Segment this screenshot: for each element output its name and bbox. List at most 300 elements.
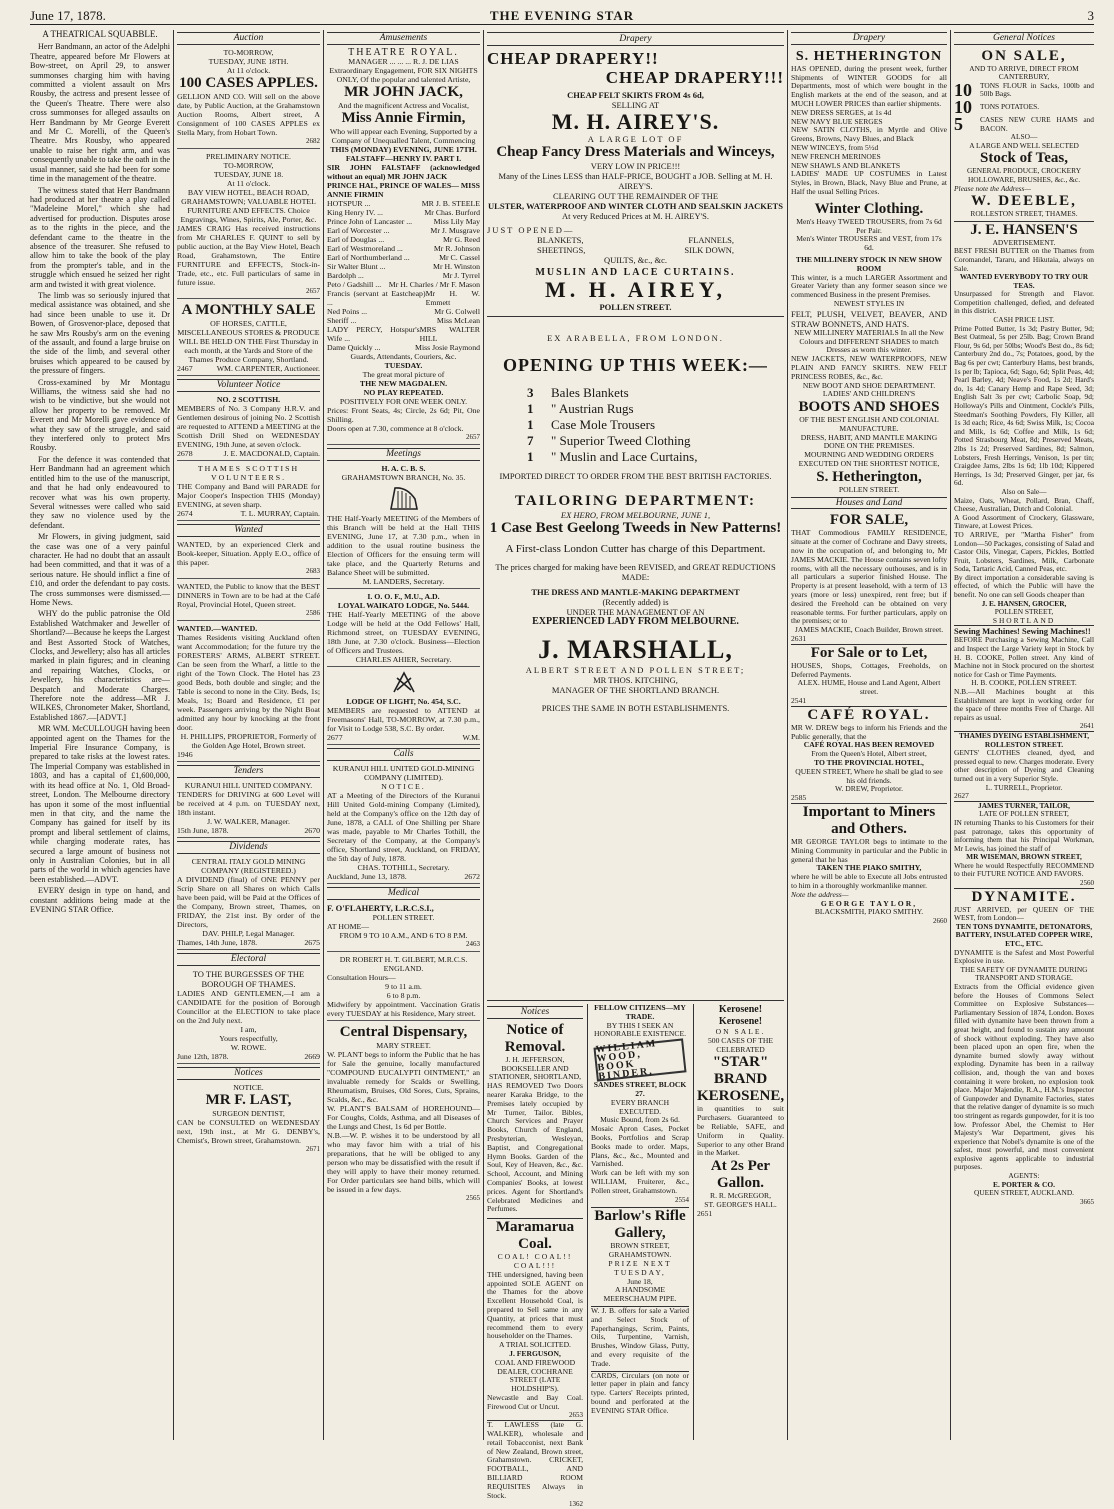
- ad-headline: ON SALE,: [981, 47, 1067, 64]
- ad-headline: Cheap Fancy Dress Materials and Winceys,: [496, 144, 775, 160]
- ad-line: PRINCE HAL, PRINCE OF WALES— MISS ANNIE FIRMIN: [327, 181, 480, 199]
- dentist-notice: [177, 1083, 320, 1154]
- ad-body: THE Half-Yearly MEETING of the Members of this Branch will be held at the Hall THIS EVENING, June 17, at 7.30 p.m., when in addition to the usual routine business the Election of Officers for the ensuing term will take place, and the Quarterly Returns and Balance Sheet will be submitted.: [327, 514, 480, 577]
- article-paragraph: Mr Flowers, in giving judgment, said the case was one of a very painful character. He had no doubt that an assault had been committed, and that it was of a serious nature. He should inflict a fine of £10, and order the defendant to pay costs. The cross summonses were dismissed.—Home News.: [30, 532, 170, 607]
- cast-row: [327, 289, 480, 307]
- ad-headline: "STAR" BRAND KEROSENE,: [697, 1054, 785, 1105]
- ad-body: BEFORE Purchasing a Sewing Machine, Call and Inspect the Large Variety kept in Stock by H. B. COOKE, Pollen street. Any kind of Machine not in Stock procured on the shortest notice for Cash or Time Payments.: [954, 635, 1094, 679]
- medical-ad: [327, 903, 480, 952]
- ad-headline: Kerosene! Kerosene!: [718, 1004, 763, 1027]
- ad-line: From the Queen's Hotel, Albert street,: [811, 749, 927, 759]
- ad-headline: Barlow's Rifle Gallery,: [591, 1207, 689, 1242]
- cast-actor: Mr R. Johnson: [433, 244, 480, 253]
- section-heading-tenders: Tenders: [177, 765, 320, 778]
- ad-line: NOTICE.: [233, 1083, 264, 1092]
- ad-line: Please note the Address—: [954, 183, 1031, 193]
- column-2: [177, 30, 320, 1440]
- ad-body: IN returning Thanks to his Customers for their past patronage, takes this opportunity of informing them that his Principal Workman, Mr Lewis, has joined the staff of: [954, 817, 1094, 853]
- ad-body: THE undersigned, having been appointed SOLE AGENT on the Thames for the above Excellent Household Coal, is prepared to Sell same in any Quantity, at prices that must recommend them to every householder on the Thames.: [487, 1269, 583, 1341]
- column-4: [487, 30, 784, 1000]
- ad-body: Unsurpassed for Strength and Flavor. Competition challenged, defied, and defeated in this district.: [954, 289, 1094, 316]
- ad-line: TUESDAY, JUNE 18.: [213, 170, 284, 179]
- ad-line: GENERAL PRODUCE, CROCKERY HOLLOWARE, BRUSHES, &c., &c.: [966, 166, 1082, 184]
- meeting-ad: [327, 670, 480, 745]
- ad-headline: NO. 2 SCOTTISH.: [216, 395, 281, 404]
- auction-hotel: [177, 152, 320, 299]
- ad-body: Work can be left with my son WILLIAM, Fruiterer, &c., Pollen street, Grahamstown.: [591, 1168, 689, 1195]
- ad-headline: LODGE OF LIGHT, No. 454, S.C.: [346, 697, 461, 706]
- ad-number: 2660: [933, 917, 947, 926]
- ad-number: 2657: [466, 433, 480, 441]
- cast-actor: MRS WALTER HILL: [419, 325, 480, 343]
- ad-headline: 100 CASES APPLES.: [179, 75, 318, 91]
- ad-number: 2463: [466, 940, 480, 948]
- compass-square-icon: [389, 670, 419, 694]
- meeting-ad: [327, 464, 480, 589]
- ad-line: NO PLAY REPEATED.: [363, 388, 444, 397]
- ad-headline: E. PORTER & CO.: [993, 1179, 1055, 1189]
- ad-body: A Good Assortment of Crockery, Glassware, Tinware, at Lowest Prices.: [954, 512, 1094, 531]
- ad-headline: DR ROBERT H. T. GILBERT, M.R.C.S. ENGLAND.: [339, 955, 468, 973]
- ad-body: where he will be able to Execute all Jobs entrusted to him in a thoroughly workmanlike manner.: [791, 872, 947, 890]
- opening-item: [487, 401, 784, 417]
- ad-headline: Central Dispensary,: [339, 1024, 468, 1040]
- article-paragraph: The limb was so seriously injured that medical assistance was obtained, and she had since been unable to use it. Dr Bowen, of Grosvenor-place, deposed that he saw Mrs Rousby's arm on the evening of the assault, and found a large bruise on the side of the limb, and several other bruises which appeared to be caused by the pressure of fingers.: [30, 290, 170, 376]
- column-divider: [323, 30, 324, 1440]
- cast-row: [327, 307, 480, 316]
- ad-headline: Notice of Removal.: [504, 1021, 566, 1055]
- ad-headline: BOOTS AND SHOES: [798, 399, 940, 416]
- ad-headline: THAMES DYEING ESTABLISHMENT, ROLLESTON STREET.: [954, 731, 1094, 749]
- ad-line: BY THIS I SEEK AN HONORABLE EXISTENCE.: [594, 1020, 686, 1039]
- item-quantity: 7: [527, 433, 534, 448]
- ad-line: NEWEST STYLES IN: [833, 298, 905, 308]
- ad-headline: JAMES TURNER, TAILOR,: [954, 801, 1094, 811]
- article-paragraph: For the defence it was contended that Herr Bandmann had an agreement which entitled him to the use of the manuscript, and that he had only endeavoured to recover what was his own property. Several witnesses were called who said they saw no violence used by the defendant.: [30, 454, 170, 530]
- cast-role: Earl of Douglas ...: [327, 235, 385, 244]
- ad-headline: OPENING UP THIS WEEK:—: [503, 355, 768, 375]
- ad-line: ALBERT STREET AND POLLEN STREET;: [525, 665, 746, 675]
- ad-signature: W.M.: [462, 733, 480, 742]
- ad-line: LATE OF POLLEN STREET,: [979, 809, 1069, 819]
- ad-line: FROM 9 TO 10 A.M., AND 6 TO 8 P.M.: [339, 931, 468, 940]
- cast-role: Bardolph ...: [327, 271, 364, 280]
- ad-body: LADIES AND GENTLEMEN,—I am a CANDIDATE for the position of Borough Councillor at the ELECTION to take place on the 2nd July next.: [177, 989, 320, 1025]
- ad-line: MOURNING AND WEDDING ORDERS EXECUTED ON THE SHORTEST NOTICE,: [798, 450, 940, 469]
- ad-date: Auckland, June 13, 1878.: [327, 872, 407, 881]
- cast-actor: Mr G. Reed: [442, 235, 480, 244]
- ad-line: MARY STREET.: [376, 1041, 431, 1050]
- ad-headline: WANTED.—WANTED.: [177, 624, 258, 633]
- sale-item: [954, 96, 1094, 117]
- ad-signature: W. DREW, Proprietor.: [835, 784, 903, 794]
- ad-headline: H. A. C. B. S.: [381, 464, 426, 473]
- ad-line: Extraordinary Engagement, FOR SIX NIGHTS ONLY, Of the popular and talented Artiste,: [329, 66, 478, 84]
- cast-role: Sheriff ...: [327, 316, 357, 325]
- ad-body: GENTS' CLOTHES cleaned, dyed, and pressed equal to new. Charges moderate. Every other description of Dyeing and Cleaning turned out in a very Superior Style.: [954, 748, 1094, 783]
- ad-headline: THAMES SCOTTISH VOLUNTEERS.: [197, 464, 300, 482]
- column-divider: [787, 30, 788, 1440]
- goods-item: SHEETINGS,: [537, 245, 586, 255]
- cast-row: [327, 217, 480, 226]
- ad-line: Prices: Front Seats, 4s; Circle, 2s 6d; Pit, One Shilling.: [327, 406, 480, 424]
- ad-line: A First-class London Cutter has charge of this Department.: [505, 543, 766, 555]
- ad-line: Also on Sale—: [1001, 486, 1047, 496]
- cast-actor: Mr J. Tyrrel: [442, 271, 480, 280]
- opening-list: [487, 385, 784, 465]
- ad-line: A LARGE AND WELL SELECTED: [969, 140, 1079, 150]
- cast-row: [327, 316, 480, 325]
- ad-body: CARDS, Circulars (on note or letter paper in plain and fancy type. Carters' Receipts printed, bound and perforated at the EVENING STAR Office.: [591, 1370, 689, 1415]
- ad-line: EX HERO, FROM MELBOURNE, JUNE 1,: [560, 510, 711, 520]
- type-advert: EVERY design in type on hand, and constant additions being made at the EVENING STAR Office.: [30, 886, 170, 914]
- ad-line: BLACKSMITH, PIAKO SMITHY.: [814, 907, 924, 917]
- dividend-ad: [177, 857, 320, 950]
- ad-body: HAS OPENED, during the present week, further Shipments of WINTER GOODS for all Departments, most of which were bought in the English markets at the end of the season, and at MUCH LOWER PRICES than earlier shipments.: [791, 63, 947, 108]
- ad-body: T. LAWLESS (late G. WALKER), wholesale and retail Tobacconist, next Bank of New Zealand, Brown street, Grahamstown. CRICKET, FOOTBALL, AND BILLIARD ROOM REQUISITES Always in Stock.: [487, 1420, 583, 1500]
- ad-headline: CAFÉ ROYAL.: [791, 706, 947, 724]
- ad-number: 2669: [304, 1052, 320, 1061]
- wanted-ad: [177, 540, 320, 579]
- ad-body: By direct importation a considerable saving is effected, of which the Public will have the benefit. No one can sell Goods cheaper than: [954, 572, 1094, 600]
- section-heading-wanted: Wanted: [177, 524, 320, 537]
- section-rule: [487, 1000, 784, 1001]
- ad-headline: GEORGE TAYLOR,: [820, 898, 918, 908]
- ad-signature: H. PHILLIPS, PROPRIETOR, Formerly of the Golden Age Hotel, Brown street.: [180, 732, 317, 750]
- ad-body: JUST ARRIVED, per QUEEN OF THE WEST, from London—: [954, 904, 1094, 923]
- ad-line: AGENTS:: [1008, 1171, 1040, 1181]
- ad-number: 2671: [306, 1145, 320, 1153]
- ad-number: 3665: [1080, 1197, 1094, 1206]
- section-heading-calls: Calls: [327, 748, 480, 761]
- goods-item: SILK DOWN,: [684, 245, 734, 255]
- ad-signature: T. L. MURRAY, Captain.: [240, 509, 320, 518]
- ad-body: Maize, Oats, Wheat, Pollard, Bran, Chaff, Cheese, Australian, Dutch and Colonial.: [954, 495, 1094, 514]
- ad-line: SURGEON DENTIST,: [212, 1109, 285, 1118]
- ad-headline: THEATRE ROYAL.: [348, 47, 459, 58]
- cast-role: Peto / Gadshill ...: [327, 280, 382, 289]
- ad-body: W. PLANT begs to inform the Public that he has for Sale the genuine, locally manufactured "COMPOUND EUCALYPTI OINTMENT," an invaluable remedy for Scalds or Swelling, Rheumatism, Bruises, Old Sores, Cuts, Sprains, Scalds, &c., &c.: [327, 1050, 480, 1104]
- ad-line: FALSTAFF—HENRY IV. PART I.: [345, 154, 462, 163]
- harp-icon: [387, 485, 421, 511]
- sale-quantity: 5: [954, 114, 963, 135]
- ad-headline: CENTRAL ITALY GOLD MINING COMPANY (REGISTERED.): [191, 857, 306, 875]
- ad-line: J. H. JEFFERSON,: [505, 1054, 565, 1064]
- ad-number: 2467: [177, 364, 193, 373]
- cast-actor: MR J. B. STEELE: [421, 199, 480, 208]
- ad-date: 15th June, 1878.: [177, 826, 229, 835]
- ad-number: 2631: [791, 634, 807, 644]
- section-heading-drapery: Drapery: [487, 32, 784, 46]
- ad-number: 2678: [177, 449, 193, 458]
- item-description: Bales Blankets: [551, 385, 629, 400]
- section-heading-medical: Medical: [327, 887, 480, 900]
- ad-body: BAY VIEW HOTEL, BEACH ROAD, GRAHAMSTOWN; VALUABLE HOTEL FURNITURE AND EFFECTS. Choice Engravings, Wines, Spirits, Ale, Porter, &c.: [180, 188, 317, 224]
- ad-line: Men's Winter TROUSERS and VEST, from 17s 6d.: [796, 234, 942, 253]
- ad-headline: CHEAP DRAPERY!!!: [605, 68, 784, 87]
- article-paragraph: Herr Bandmann, an actor of the Adelphi Theatre, appeared before Mr Flowers at Bow-street, on April 29, to answer summonses charging him with having committed a violent assault on Mrs Rousby, the actress and present lessee of the Queen's Theatre. There were also cross summonses for alleged assaults on Herr Bandmann by Mr George Everett and Mr C. Morelli, of the Queen's Theatre. Mrs Rousby, who appeared unable to raise her right arm, and was consequently unable to take the oath in the usual manner, said she had been for some time in the management of the theatre.: [30, 42, 170, 184]
- cast-role: Earl of Worcester ...: [327, 226, 390, 235]
- ad-body: Thames Residents visiting Auckland often want Accommodation; for the future try the FORESTERS' ARMS, ALBERT STREET. Can be seen from the Wharf, a little to the right of the Town Clock. The Hotel has 23 good Beds, both double and single; and the Table is second to none in the City. Beds, 1s; Meals, 1s; Board and Residence, £1 per week. Passengers arriving by the Night Boat admitted any hour by knocking at the front door.: [177, 633, 320, 732]
- ad-line: Newcastle and Bay Coal. Firewood Cut or Uncut.: [487, 1392, 583, 1411]
- ad-line: POLLEN STREET.: [599, 302, 672, 312]
- cast-role: Francis (servant at Eastcheap) ...: [327, 289, 426, 307]
- cast-actor: Mr Chas. Burford: [424, 208, 480, 217]
- masthead-rule: [30, 24, 1094, 25]
- ad-number: 2586: [306, 609, 320, 617]
- ad-line: Many of the Lines LESS than HALF-PRICE, BOUGHT a JOB. Selling at M. H. AIREY'S.: [498, 171, 773, 191]
- ad-body: N.B.—All Machines bought at this Establishment are kept in working order for the space of three months Free of Charge. All repairs as usual.: [954, 687, 1094, 722]
- heth-item: NEW DRESS SERGES, at 1s 4d: [791, 107, 892, 117]
- ad-line: NOTICE.: [381, 782, 426, 791]
- ad-headline: MR F. LAST,: [205, 1092, 292, 1108]
- ad-number: 1362: [569, 1500, 583, 1509]
- ad-headline: M. H. AIREY,: [544, 277, 727, 302]
- ad-line: THE SAFETY OF DYNAMITE DURING TRANSPORT AND STORAGE.: [960, 964, 1088, 983]
- ad-line: SHORTLAND: [992, 615, 1056, 625]
- ad-headline: I. O. O. F., M.U., A.D.: [367, 592, 440, 601]
- column-divider: [950, 30, 951, 1440]
- ad-number: 2683: [306, 567, 320, 575]
- article-title: A THEATRICAL SQUABBLE.: [42, 29, 158, 39]
- ad-line: POLLEN STREET,: [994, 607, 1054, 617]
- cast-row: [327, 253, 480, 262]
- ad-line: UNDER THE MANAGEMENT OF AN: [566, 607, 705, 617]
- section-heading-volunteer: Volunteer Notice: [177, 379, 320, 392]
- item-description: " Muslin and Lace Curtains,: [551, 449, 698, 464]
- heth-item: NEW WINCEYS, from 5½d: [791, 142, 879, 152]
- heth-list: [791, 109, 947, 197]
- column-1: [30, 30, 170, 1440]
- cast-actor: Mr H. W. Emmett: [425, 289, 480, 307]
- ad-body: Where he would Respectfully RECOMMEND to their FUTURE NOTICE AND FAVORS.: [954, 860, 1094, 879]
- ad-number: 2670: [304, 826, 320, 835]
- ad-body: N.B.—W. P. wishes it to be understood by all who may favor him with a trial of his preparations, that he will be obliged to any person who may be dissatisfied with the result if they will apply to have their money returned. For Order particulars see hand bills, which will be issued in a few days.: [327, 1131, 480, 1194]
- heth-item: LADIES' MADE UP COSTUMES in Latest Styles, in Brown, Black, Navy Blue and Prune, at Half the usual Selling Prices.: [791, 169, 947, 196]
- item-quantity: 1: [527, 449, 534, 464]
- heth-item: NEW FRENCH MERINOES: [791, 151, 881, 161]
- ad-number: 1946: [177, 750, 193, 759]
- ad-line: PRELIMINARY NOTICE.: [205, 152, 292, 161]
- electoral-ad: [177, 969, 320, 1064]
- column-6: [954, 30, 1094, 1440]
- cast-role: Ned Poins ...: [327, 307, 368, 316]
- section-heading-general-notices: General Notices: [954, 32, 1094, 45]
- ad-body: Extracts from the Official evidence given before the Houses of Commons Select Committee on Explosive Substances—Parliamentary Session of 1874, London. Boxes filled with dynamite have been thrown from a great height, and found to sustain any amount of shock without exploding. They have also been placed upon an open fire, when the dynamite burned slowly away without exploding. Dynamite has been in a railway collision, and, though the van and boxes containing it were broken, no explosion took place. Major Majendie, R.A., H.M.'s Inspector of Gunpowder and Dynamite Factories, states that the relative danger of dynamite is so much too stringent as regards gunpowder, for it is too low. Professor Abel, the Chemist to Her Majesty's War Department, gives his experience that Nobel's dynamite is one of the safest, most powerful, and most convenient explosive agents applicable to industrial purposes.: [954, 982, 1094, 1172]
- ad-line: ADVERTISEMENT.: [992, 237, 1056, 247]
- ad-body: AT a Meeting of the Directors of the Kuranui Hill United Gold-mining Company (Limited), held at the Company's office on the 12th day of June, 1878, a CALL of One Shilling per Share was made, payable to Mr Charles Tothill, the Secretary of the Company, at the Company's office, Shortland street, Auckland, on FRIDAY, the 5th day of July, 1878.: [327, 791, 480, 863]
- ad-number: 2554: [675, 1195, 689, 1204]
- ad-headline: FOR SALE,: [829, 512, 909, 529]
- sale-description: TONS FLOUR in Sacks, 100lb and 50lb Bags.: [980, 80, 1094, 99]
- tender-ad: [177, 781, 320, 838]
- ad-body: JAMES CRAIG Has received instructions from Mr CHARLES F. QUINT to sell by public auction, at the Bay View Hotel, Beach Road, Grahamstown, The Entire FURNITURE and EFFECTS, Stock-in-Trade, etc., etc. Full particulars of same in future issue.: [177, 224, 320, 287]
- ad-signature: JAMES MACKIE, Coach Builder, Brown street.: [794, 625, 944, 635]
- ad-body: Mosaic Apron Cases, Pocket Books, Portfolios and Scrap Books made to order. Maps, Plans, &c., &c., Mounted and Varnished.: [591, 1124, 689, 1169]
- ad-headline: TO THE BURGESSES OF THE BOROUGH OF THAMES.: [192, 969, 305, 989]
- column-divider: [173, 30, 174, 1440]
- ad-line: TO-MORROW,: [223, 161, 274, 170]
- ad-line: THE NEW MAGDALEN.: [359, 379, 448, 388]
- ad-line: LOYAL WAIKATO LODGE, No. 5444.: [337, 601, 470, 610]
- ad-line: COAL! COAL!! COAL!!!: [497, 1252, 573, 1270]
- heth-item: NEW SHAWLS AND BLANKETS: [791, 160, 901, 170]
- bottom-middle-column: [591, 1004, 689, 1440]
- column-divider: [587, 1004, 588, 1440]
- ad-headline: A MONTHLY SALE: [181, 302, 316, 318]
- ad-headline: Stock of Teas,: [980, 150, 1068, 167]
- ad-body: OF HORSES, CATTLE, MISCELLANEOUS STORES & PRODUCE WILL BE HELD ON THE First Thursday in each month, at the Yards and Store of the Thames Produce Company, Shortland.: [177, 319, 320, 364]
- ad-body: MR W. DREW begs to inform his Friends and the Public generally, that the: [791, 722, 947, 741]
- ad-line: TUESDAY.: [384, 361, 423, 370]
- ad-body: GELLION AND CO. Will sell on the above date, by Public Auction, at the Grahamstown Auction Rooms, Albert street, A Consignment of 100 CASES APPLES ex Stella Mary, from Hobart Town.: [177, 92, 320, 137]
- cast-actor: Mr J. Musgrave: [430, 226, 480, 235]
- ad-line: MANAGER ... ... ... R. J. DE LIAS: [348, 57, 459, 66]
- ad-line: THIS (MONDAY) EVENING, JUNE 17TH.: [330, 145, 477, 154]
- cast-actor: Mr H. Charles / Mr F. Mason: [388, 280, 480, 289]
- ad-number: 2677: [327, 733, 343, 742]
- ad-line: SIR JOHN FALSTAFF (acknowledged without an equal) MR JOHN JACK: [327, 163, 480, 181]
- item-quantity: 1: [527, 417, 534, 432]
- ad-line: AND TO ARRIVE, DIRECT FROM CANTERBURY,: [969, 63, 1079, 82]
- ad-line: ALSO—: [1010, 132, 1038, 142]
- ad-line: Doors open at 7.30, commence at 8 o'clock.: [327, 424, 464, 433]
- item-description: Case Mole Trousers: [551, 417, 656, 432]
- section-heading-meetings: Meetings: [327, 448, 480, 461]
- cast-row: [327, 244, 480, 253]
- ad-line: CLEARING OUT THE REMAINDER OF THE: [552, 191, 719, 201]
- ad-headline: J. E. HANSEN'S: [954, 221, 1094, 239]
- ad-body: W. PLANT'S BALSAM of HOREHOUND—For Coughs, Colds, Asthma, and all Diseases of the Lungs and Chest, 1s 6d per Bottle.: [327, 1104, 480, 1131]
- sale-quantity: 10: [954, 79, 972, 100]
- ad-body: THE Company and Band will PARADE for Major Cooper's Inspection THIS (Monday) EVENING, at seven sharp.: [177, 482, 320, 509]
- cast-role: LADY PERCY, Hotspur's Wife ...: [327, 325, 420, 343]
- cast-row: [327, 262, 480, 271]
- ad-line: BROWN STREET, GRAHAMSTOWN.: [608, 1241, 672, 1260]
- item-quantity: 1: [527, 401, 534, 416]
- cast-role: Earl of Northumberland ...: [327, 253, 410, 262]
- cast-row: [327, 325, 480, 343]
- book-binder-banner: WILLIAM WOOD, BOOK BINDER,: [593, 1039, 686, 1082]
- calls-ad: [327, 764, 480, 884]
- ad-signature: CHAS. TOTHILL, Secretary.: [357, 863, 450, 872]
- ad-body: This winter, is a much LARGER Assortment and Greater Variety than any former season since we commenced Business in the present Premises.: [791, 272, 947, 300]
- ad-headline: Sewing Machines! Sewing Machines!!: [954, 625, 1094, 636]
- ad-headline: 1 Case Best Geelong Tweeds in New Patterns!: [489, 520, 782, 536]
- ad-line: Who will appear each Evening, Supported by a Company of Unequalled Talent, Commencing: [329, 127, 478, 145]
- cast-actor: Miss Josie Raymond: [415, 343, 480, 352]
- section-heading-notices: Notices: [177, 1067, 320, 1080]
- ad-line: JUST OPENED—: [487, 225, 575, 235]
- ad-line: CHEAP FELT SKIRTS FROM 4s 6d,: [567, 90, 704, 100]
- cast-row: [327, 271, 480, 280]
- heth-item: NEW SATIN CLOTHS, in Myrtle and Olive Greens, Browns, Navy Blues, and Black: [791, 125, 947, 144]
- ad-line: ST. GEORGE'S HALL.: [704, 1199, 777, 1209]
- wanted-ad: [177, 582, 320, 621]
- cast-role: Prince John of Lancaster ...: [327, 217, 413, 226]
- ad-body: W. J. B. offers for sale a Varied and Select Stock of Paperhangings, Scrim, Paints, Oils, Turpentine, Varnish, Brushes, Window Glass, Putty, and every requisite of the Trade.: [591, 1305, 689, 1368]
- ad-line: QUEEN STREET, AUCKLAND.: [973, 1188, 1075, 1198]
- sale-item: [954, 79, 1094, 100]
- ad-number: 2565: [466, 1194, 480, 1202]
- opening-item: [487, 417, 784, 433]
- section-heading-amusements: Amusements: [327, 32, 480, 45]
- section-heading-auction: Auction: [177, 32, 320, 45]
- ad-line: A TRIAL SOLICITED.: [499, 1340, 571, 1350]
- ad-line: TAKEN THE PIAKO SMITHY,: [816, 863, 922, 873]
- ad-body: in quantities to suit Purchasers. Guaranteed to be Reliable, SAFE, and Uniform in Quality. Superior to any other Brand in the Market.: [697, 1104, 784, 1158]
- ad-body: Prime Potted Butter, 1s 3d; Pastry Butter, 9d; Best Oatmeal, 5s per 25lb. Bag; Crown Brand Flour, 9s 6d, per 50lbs; Wood's Best do., 8s 6d; Canterbury 2nd do., 7s; Potatoes, good, by the Bag 6s per cwt; Canterbury Hams, best brands, 1s per lb; Tapioca, 6d; Sago, 6d; Split Peas, 4d; Pearl Barley, 4d; Neave's Food, 1s 2d; Hard's do, 1s 4d; Canary Hemp and Rape Seed, 3d; English Salt 3s per cwt; Carbolic Soap, 9d; Holloway's Pills and Ointment, Cockle's Pills, Steedman's Soothing Powders, Fly Killer, all 1s 3d each; Rice, 4s 6d; Swiss Milk, 1s; Cocoa and Milk, 1s 6d; Coffee and Milk, 1s 6d; Potted Strasbourg Meat, 8d; Preserved Meats, 2lbs 1s 2d; Preserved Sardines, 8d; Salmon, Lobsters, Fresh Herrings, Venison, 1s per tin; Craigdee Jams, 2lbs 1s 6d; 1lb 10d; Kippered Herrings, 1s 3d; Preserved Ginger, per jar, 6s 6d.: [954, 323, 1094, 488]
- ad-line: Men's Heavy TWEED TROUSERS, from 7s 6d Per Pair.: [796, 216, 942, 235]
- ad-number: 2541: [791, 696, 807, 706]
- ad-headline: J. E. HANSEN, GROCER,: [981, 598, 1067, 608]
- ad-headline: J. MARSHALL,: [538, 635, 733, 664]
- cast-row: [327, 226, 480, 235]
- ad-line: NEW BOOT AND SHOE DEPARTMENT.: [802, 380, 936, 390]
- ad-number: 2560: [1080, 879, 1094, 888]
- ad-line: OF THE BEST ENGLISH AND COLONIAL MANUFACTURE.: [799, 415, 939, 433]
- ad-line: At 11 o'clock.: [226, 66, 271, 75]
- ad-number: 2627: [954, 791, 969, 801]
- ad-line: BOOKSELLER AND STATIONER, SHORTLAND,: [489, 1063, 581, 1082]
- ad-headline: THE MILLINERY STOCK IN NEW SHOW ROOM: [795, 254, 943, 273]
- ad-body: MEMBERS of No. 3 Company H.R.V. and Gentlemen desirous of joining No. 2 Scottish are requested to ATTEND a MEETING at the Scottish Drill Shed on WEDNESDAY EVENING, 19th June, at seven o'clock.: [177, 404, 320, 449]
- item-description: " Superior Tweed Clothing: [551, 433, 691, 448]
- sale-quantity: 10: [954, 96, 972, 117]
- ad-signature: DAV. PHILP, Legal Manager.: [202, 929, 295, 938]
- ad-body: MEMBERS are requested to ATTEND at Freemasons' Hall, TO-MORROW, at 7.30 p.m., for Visit to Lodge 538, S.C. By order.: [327, 706, 480, 733]
- ad-body: MR GEORGE TAYLOR begs to intimate to the Mining Community in particular and the Public in general that he has: [791, 836, 947, 864]
- ad-line: 9 to 11 a.m.: [385, 982, 422, 991]
- ad-body: BEST FRESH BUTTER on the Thames from Coromandel, Tararu, and Hikutaia, always on Sale.: [954, 246, 1094, 273]
- ad-headline: KURANUI HILL UNITED GOLD-MINING COMPANY (LIMITED).: [332, 764, 475, 782]
- ad-number: 2657: [306, 287, 320, 295]
- meeting-ad: [327, 592, 480, 667]
- ad-line: COAL AND FIREWOOD DEALER, COCHRANE STREET (LATE HOLDSHIP'S).: [494, 1357, 576, 1394]
- bottom-left-column: [487, 1004, 583, 1509]
- ad-signature: W. ROWE.: [230, 1043, 267, 1052]
- cast-actor: Mr H. Winston: [433, 262, 480, 271]
- cast-row: [327, 280, 480, 289]
- ad-line: SANDES STREET, BLOCK 27.: [593, 1080, 687, 1098]
- ad-line: PRICES THE SAME IN BOTH ESTABLISHMENTS.: [541, 703, 730, 713]
- ad-signature: L. TURRELL, Proprietor.: [985, 782, 1063, 792]
- cast-actor: Mr C. Cassel: [439, 253, 480, 262]
- ad-headline: TAILORING DEPARTMENT:: [514, 493, 757, 509]
- ad-line: CAFÉ ROYAL HAS BEEN REMOVED: [803, 740, 935, 750]
- ad-number: 2674: [177, 509, 193, 518]
- ad-body: DYNAMITE is the Safest and Most Powerful Explosive in use.: [954, 947, 1094, 966]
- ad-headline: Winter Clothing.: [814, 200, 924, 217]
- ad-line: The great moral picture of: [362, 370, 445, 379]
- ad-headline: W. DEEBLE,: [971, 193, 1077, 210]
- ad-line: TO THE PROVINCIAL HOTEL,: [814, 758, 924, 767]
- ad-headline: At 2s Per Gallon.: [710, 1158, 771, 1192]
- ad-number: 2672: [464, 872, 480, 881]
- cast-row: [327, 343, 480, 352]
- section-heading-drapery: Drapery: [791, 32, 947, 45]
- issue-date: June 17, 1878.: [30, 8, 106, 23]
- ad-line: DRESS, HABIT, AND MANTLE MAKING DONE ON THE PREMISES.: [800, 432, 938, 451]
- ad-line: June 18,: [627, 1276, 653, 1286]
- ad-line: AT HOME—: [327, 922, 370, 931]
- sale-description: TONS POTATOES.: [980, 102, 1040, 112]
- ad-line: R. R. McGREGOR,: [710, 1191, 771, 1201]
- ad-line: POSITIVELY FOR ONE WEEK ONLY.: [339, 397, 468, 406]
- ad-line: ON SALE.: [715, 1027, 766, 1036]
- ad-headline: Important to Miners and Others.: [791, 803, 947, 838]
- ad-line: At 11 o'clock.: [226, 179, 271, 188]
